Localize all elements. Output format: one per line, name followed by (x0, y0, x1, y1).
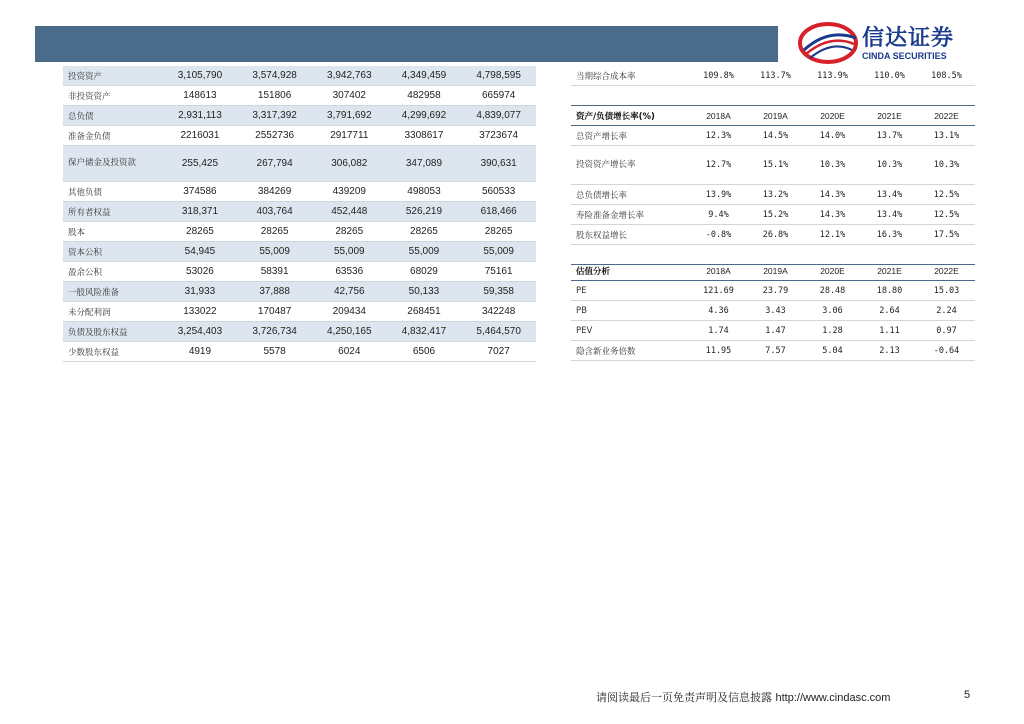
growth-row-value: 12.7% (690, 146, 747, 185)
valuation-row-value: 1.47 (747, 321, 804, 341)
valuation-row-value: 3.06 (804, 301, 861, 321)
balance-sheet-row-value: 4,250,165 (312, 322, 387, 342)
brand-name-cn: 信达证券 (862, 26, 955, 51)
cost-ratio-label: 当期综合成本率 (571, 66, 690, 86)
balance-sheet-row-value: 4919 (163, 342, 238, 362)
balance-sheet-row-value: 209434 (312, 302, 387, 322)
balance-sheet-row (63, 66, 536, 86)
balance-sheet-row (63, 182, 536, 202)
balance-sheet-row-value: 452,448 (312, 202, 387, 222)
balance-sheet-row-value: 307402 (312, 86, 387, 106)
valuation-year: 2018A (690, 261, 747, 281)
growth-row-value: 10.3% (918, 146, 975, 185)
balance-sheet-row-value: 2216031 (163, 126, 238, 146)
growth-row-value: 17.5% (918, 225, 975, 245)
cost-ratio-value: 113.7% (747, 66, 804, 86)
growth-year: 2020E (804, 106, 861, 126)
balance-sheet-row-value: 4,832,417 (387, 322, 462, 342)
balance-sheet-row-value: 58391 (237, 262, 312, 282)
cost-ratio-value: 113.9% (804, 66, 861, 86)
growth-row-value: 12.5% (918, 205, 975, 225)
balance-sheet-row-label: 盈余公积 (63, 262, 163, 282)
balance-sheet-table (63, 66, 536, 362)
growth-row-label: 总资产增长率 (571, 126, 690, 146)
valuation-row (571, 341, 975, 361)
balance-sheet-row-label: 少数股东权益 (63, 342, 163, 362)
growth-row (571, 146, 975, 185)
valuation-row-value: 0.97 (918, 321, 975, 341)
balance-sheet-row-value: 267,794 (237, 146, 312, 182)
cost-ratio-value: 110.0% (861, 66, 918, 86)
growth-row-label: 投资资产增长率 (571, 146, 690, 185)
spacer-row (571, 86, 975, 106)
valuation-header: 估值分析 (571, 261, 690, 281)
valuation-row-value: 3.43 (747, 301, 804, 321)
valuation-row-label: PE (571, 281, 690, 301)
footer-disclaimer: 请阅读最后一页免责声明及信息披露 (596, 691, 772, 704)
cost-ratio-table (571, 66, 975, 106)
growth-year: 2022E (918, 106, 975, 126)
balance-sheet-row-value: 618,466 (461, 202, 536, 222)
growth-row-value: 14.5% (747, 126, 804, 146)
balance-sheet-row-label: 股本 (63, 222, 163, 242)
growth-row-value: 14.3% (804, 205, 861, 225)
cost-ratio-value: 108.5% (918, 66, 975, 86)
balance-sheet-row-value: 390,631 (461, 146, 536, 182)
balance-sheet-row-value: 374586 (163, 182, 238, 202)
valuation-row (571, 321, 975, 341)
balance-sheet-row-value: 3,574,928 (237, 66, 312, 86)
balance-sheet-row-label: 投资资产 (63, 66, 163, 86)
balance-sheet-row-value: 55,009 (387, 242, 462, 262)
growth-row-value: 9.4% (690, 205, 747, 225)
balance-sheet-row (63, 222, 536, 242)
balance-sheet-row (63, 106, 536, 126)
balance-sheet-row-label: 保户储金及投资款 (63, 146, 163, 182)
growth-header: 资产/负债增长率(%) (571, 106, 690, 126)
balance-sheet-row-value: 498053 (387, 182, 462, 202)
balance-sheet-row-value: 482958 (387, 86, 462, 106)
balance-sheet-row-value: 59,358 (461, 282, 536, 302)
balance-sheet-row-value: 4,798,595 (461, 66, 536, 86)
valuation-row-value: 2.64 (861, 301, 918, 321)
growth-row-value: 16.3% (861, 225, 918, 245)
growth-row-value: 13.4% (861, 185, 918, 205)
valuation-row-label: 隐含新业务倍数 (571, 341, 690, 361)
growth-row-value: 12.3% (690, 126, 747, 146)
balance-sheet-row-value: 170487 (237, 302, 312, 322)
balance-sheet-row-value: 28265 (387, 222, 462, 242)
balance-sheet-row-value: 3308617 (387, 126, 462, 146)
valuation-row-value: 18.80 (861, 281, 918, 301)
valuation-row-value: 7.57 (747, 341, 804, 361)
growth-row (571, 205, 975, 225)
valuation-year: 2020E (804, 261, 861, 281)
balance-sheet-row-value: 3,791,692 (312, 106, 387, 126)
balance-sheet-row (63, 242, 536, 262)
growth-row-value: 13.9% (690, 185, 747, 205)
balance-sheet-row-value: 384269 (237, 182, 312, 202)
balance-sheet-row-value: 439209 (312, 182, 387, 202)
footer-url-link[interactable]: http://www.cindasc.com (775, 692, 891, 704)
valuation-row-value: 23.79 (747, 281, 804, 301)
valuation-row-value: 121.69 (690, 281, 747, 301)
balance-sheet-row-value: 2,931,113 (163, 106, 238, 126)
balance-sheet-row-label: 未分配利润 (63, 302, 163, 322)
balance-sheet-row-value: 5,464,570 (461, 322, 536, 342)
balance-sheet-row-value: 3,105,790 (163, 66, 238, 86)
balance-sheet-row-value: 2552736 (237, 126, 312, 146)
valuation-row (571, 301, 975, 321)
growth-row-value: 14.3% (804, 185, 861, 205)
balance-sheet-row-value: 55,009 (461, 242, 536, 262)
balance-sheet-row-value: 3,942,763 (312, 66, 387, 86)
valuation-row-value: 5.04 (804, 341, 861, 361)
brand-name-en: CINDA SECURITIES (862, 51, 947, 61)
growth-year: 2021E (861, 106, 918, 126)
valuation-row-value: 28.48 (804, 281, 861, 301)
balance-sheet-row-label: 所有者权益 (63, 202, 163, 222)
balance-sheet-row-value: 28265 (312, 222, 387, 242)
growth-header-row (571, 106, 975, 126)
balance-sheet-row-value: 37,888 (237, 282, 312, 302)
valuation-row-value: -0.64 (918, 341, 975, 361)
growth-year: 2019A (747, 106, 804, 126)
valuation-year: 2022E (918, 261, 975, 281)
balance-sheet-body (63, 66, 536, 362)
valuation-row-value: 4.36 (690, 301, 747, 321)
growth-row-value: 10.3% (861, 146, 918, 185)
growth-row-value: 15.2% (747, 205, 804, 225)
balance-sheet-row-label: 总负债 (63, 106, 163, 126)
balance-sheet-row-label: 非投资资产 (63, 86, 163, 106)
valuation-row-value: 2.24 (918, 301, 975, 321)
balance-sheet-row-value: 3,254,403 (163, 322, 238, 342)
balance-sheet-row-value: 31,933 (163, 282, 238, 302)
balance-sheet-row-value: 665974 (461, 86, 536, 106)
balance-sheet-row-value: 3,726,734 (237, 322, 312, 342)
balance-sheet-row-label: 一般风险准备 (63, 282, 163, 302)
balance-sheet-row-value: 54,945 (163, 242, 238, 262)
growth-row-value: 26.8% (747, 225, 804, 245)
balance-sheet-row-value: 63536 (312, 262, 387, 282)
balance-sheet-row-value: 560533 (461, 182, 536, 202)
growth-row-value: 12.1% (804, 225, 861, 245)
growth-row (571, 185, 975, 205)
valuation-row-value: 1.74 (690, 321, 747, 341)
valuation-row-value: 2.13 (861, 341, 918, 361)
growth-row-label: 股东权益增长 (571, 225, 690, 245)
balance-sheet-row-value: 148613 (163, 86, 238, 106)
balance-sheet-row-value: 28265 (461, 222, 536, 242)
balance-sheet-row-label: 资本公积 (63, 242, 163, 262)
balance-sheet-row (63, 86, 536, 106)
valuation-year: 2021E (861, 261, 918, 281)
balance-sheet-row-label: 准备金负债 (63, 126, 163, 146)
balance-sheet-row (63, 302, 536, 322)
balance-sheet-row-value: 526,219 (387, 202, 462, 222)
balance-sheet-row (63, 262, 536, 282)
balance-sheet-row-value: 6024 (312, 342, 387, 362)
growth-year: 2018A (690, 106, 747, 126)
growth-row-value: 13.4% (861, 205, 918, 225)
balance-sheet-row-value: 75161 (461, 262, 536, 282)
balance-sheet-row-value: 2917711 (312, 126, 387, 146)
header-bar (35, 26, 778, 62)
balance-sheet-row-value: 6506 (387, 342, 462, 362)
balance-sheet-row-value: 4,839,077 (461, 106, 536, 126)
valuation-row-value: 1.28 (804, 321, 861, 341)
balance-sheet-row-value: 347,089 (387, 146, 462, 182)
logo-mark (800, 24, 856, 62)
valuation-row-value: 15.03 (918, 281, 975, 301)
balance-sheet-row-value: 68029 (387, 262, 462, 282)
valuation-row (571, 281, 975, 301)
balance-sheet-row-value: 28265 (237, 222, 312, 242)
growth-row-value: -0.8% (690, 225, 747, 245)
footer (596, 689, 890, 705)
balance-sheet-row (63, 202, 536, 222)
balance-sheet-row-value: 53026 (163, 262, 238, 282)
growth-row-value: 14.0% (804, 126, 861, 146)
balance-sheet-row-value: 318,371 (163, 202, 238, 222)
cost-ratio-value: 109.8% (690, 66, 747, 86)
balance-sheet-row-value: 403,764 (237, 202, 312, 222)
growth-row-value: 13.7% (861, 126, 918, 146)
valuation-row-value: 11.95 (690, 341, 747, 361)
balance-sheet-row (63, 322, 536, 342)
balance-sheet-row-value: 268451 (387, 302, 462, 322)
growth-row-value: 10.3% (804, 146, 861, 185)
balance-sheet-row (63, 282, 536, 302)
growth-row (571, 225, 975, 245)
valuation-row-label: PB (571, 301, 690, 321)
balance-sheet-row-value: 42,756 (312, 282, 387, 302)
balance-sheet-row-value: 151806 (237, 86, 312, 106)
balance-sheet-row (63, 146, 536, 182)
balance-sheet-row-value: 4,349,459 (387, 66, 462, 86)
balance-sheet-row-value: 3,317,392 (237, 106, 312, 126)
valuation-row-value: 1.11 (861, 321, 918, 341)
balance-sheet-row-label: 负债及股东权益 (63, 322, 163, 342)
balance-sheet-row-value: 5578 (237, 342, 312, 362)
valuation-row-label: PEV (571, 321, 690, 341)
cost-ratio-row (571, 66, 975, 86)
balance-sheet-row-value: 133022 (163, 302, 238, 322)
growth-row-label: 总负债增长率 (571, 185, 690, 205)
growth-row-value: 15.1% (747, 146, 804, 185)
balance-sheet-row-value: 55,009 (237, 242, 312, 262)
balance-sheet-row-value: 28265 (163, 222, 238, 242)
valuation-year: 2019A (747, 261, 804, 281)
balance-sheet-row-value: 306,082 (312, 146, 387, 182)
growth-row (571, 126, 975, 146)
page-number: 5 (964, 689, 971, 701)
valuation-body (571, 281, 975, 361)
balance-sheet-row-value: 7027 (461, 342, 536, 362)
balance-sheet-row (63, 126, 536, 146)
balance-sheet-row-value: 3723674 (461, 126, 536, 146)
balance-sheet-row-value: 255,425 (163, 146, 238, 182)
growth-row-value: 13.2% (747, 185, 804, 205)
balance-sheet-row-label: 其他负债 (63, 182, 163, 202)
valuation-header-row (571, 261, 975, 281)
growth-row-label: 寿险准备金增长率 (571, 205, 690, 225)
balance-sheet-row-value: 50,133 (387, 282, 462, 302)
balance-sheet-row-value: 55,009 (312, 242, 387, 262)
balance-sheet-row (63, 342, 536, 362)
growth-row-value: 13.1% (918, 126, 975, 146)
growth-table (571, 106, 975, 265)
growth-row-value: 12.5% (918, 185, 975, 205)
balance-sheet-row-value: 4,299,692 (387, 106, 462, 126)
valuation-table (571, 261, 975, 361)
balance-sheet-row-value: 342248 (461, 302, 536, 322)
growth-body (571, 126, 975, 245)
